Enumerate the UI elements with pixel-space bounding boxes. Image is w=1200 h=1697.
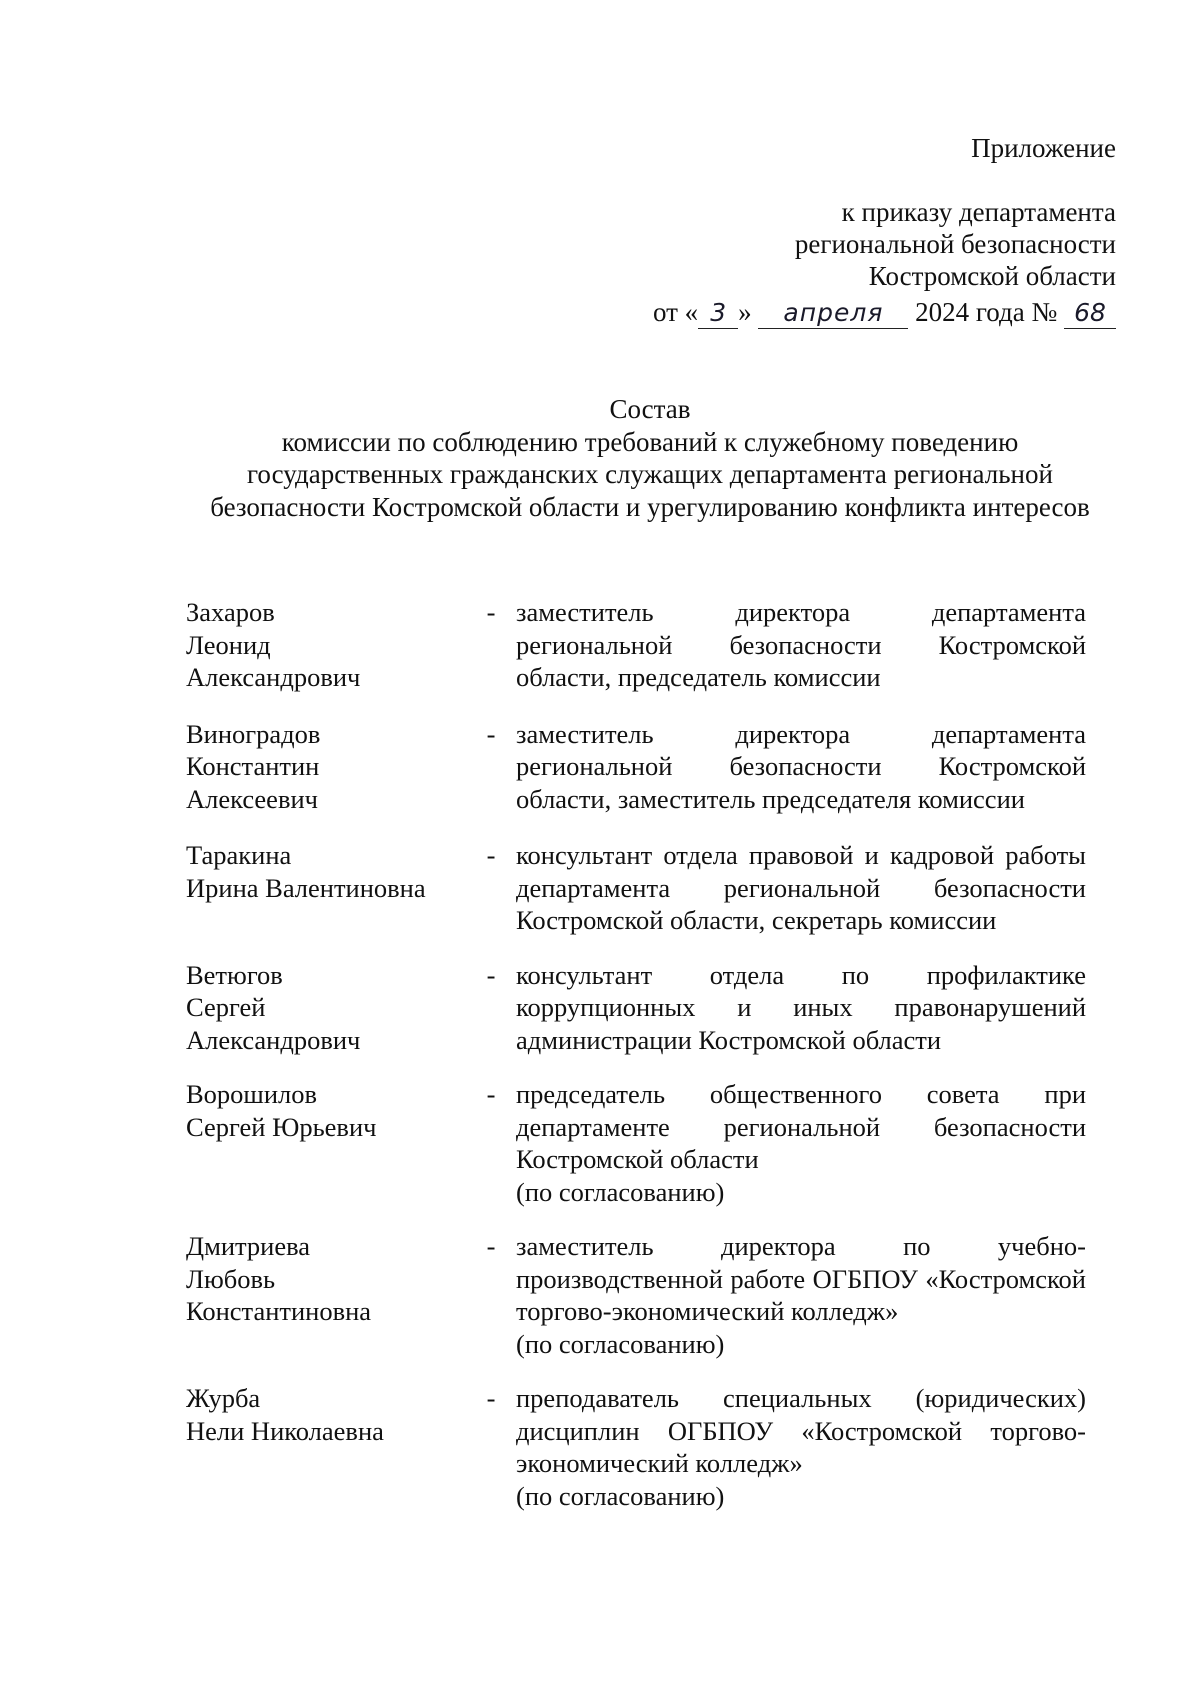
member-name-line: Леонид [186,629,271,660]
member-entry [186,596,1096,694]
member-name-line: Ирина Валентиновна [186,872,426,903]
member-dash: - [486,1383,496,1413]
date-middle: » [738,297,752,327]
member-entry [186,959,1096,1057]
member-role [516,959,1086,1057]
member-role-text: заместитель директора департамента региональной безопасности Костромской области, председатель комиссии [516,597,1086,692]
member-dash: - [486,718,496,749]
member-role [516,1382,1086,1512]
date-prefix: от « [652,297,699,327]
title-heading: Состав [609,394,691,424]
member-name [186,1078,476,1208]
member-name [186,1230,476,1360]
commission-members-list [186,596,1096,1534]
member-dash: - [486,959,496,990]
member-name-line: Константин [186,751,320,781]
member-name-line: Виноградов [186,718,321,749]
member-name [186,596,476,694]
member-role-text: председатель общественного совета при департаменте региональной безопасности Костромской области [516,1079,1086,1174]
member-role [516,1230,1086,1360]
document-title [170,393,1130,523]
member-name-line: Нели Николаевна [186,1415,384,1446]
order-line: региональной безопасности [794,229,1116,259]
member-name-line: Константиновна [186,1296,372,1326]
title-line: государственных гражданских служащих департамента региональной [247,459,1053,489]
member-name-line: Ветюгов [186,959,283,990]
order-line: к приказу департамента [841,197,1116,227]
member-role [516,1078,1086,1208]
member-name-line: Александрович [186,1024,361,1055]
member-name [186,718,476,816]
order-date-line [653,295,1116,329]
member-name [186,1382,476,1512]
member-name-line: Ворошилов [186,1079,317,1109]
member-dash: - [486,1079,496,1109]
member-name [186,839,476,937]
order-line: Костромской области [868,261,1116,291]
title-line: безопасности Костромской области и урегулированию конфликта интересов [210,491,1090,522]
member-role-text: заместитель директора по учебно-производственной работе ОГБПОУ «Костромской торгово-экономический колледж» [516,1231,1086,1326]
member-entry [186,839,1096,937]
member-role-text: преподаватель специальных (юридических) дисциплин ОГБПОУ «Костромской торгово-экономический колледж» [516,1383,1086,1478]
member-name-line: Журба [186,1383,261,1413]
member-name-line: Дмитриева [186,1231,311,1261]
member-entry [186,718,1096,816]
title-line: комиссии по соблюдению требований к служебному поведению [281,426,1019,457]
handwritten-month: апреля [758,298,908,329]
member-name-line: Захаров [186,597,275,627]
member-name [186,959,476,1057]
member-entry [186,1078,1096,1208]
member-entry [186,1230,1096,1360]
member-role [516,839,1086,937]
member-entry [186,1382,1096,1512]
handwritten-order-number: 68 [1064,298,1116,329]
member-name-line: Любовь [186,1263,276,1294]
member-role-text: консультант отдела по профилактике коррупционных и иных правонарушений администрации Костромской области [516,959,1086,1055]
member-role [516,718,1086,816]
member-dash: - [486,597,496,627]
member-approval-note: (по согласованию) [516,1480,725,1511]
member-role-text: консультант отдела правовой и кадровой работы департамента региональной безопасности Костромской области, секретарь комиссии [516,840,1086,935]
member-name-line: Таракина [186,840,292,870]
appendix-label: Приложение [971,133,1116,163]
member-dash: - [486,1231,496,1261]
member-approval-note: (по согласованию) [516,1176,725,1207]
member-name-line: Алексеевич [186,783,318,814]
member-dash: - [486,840,496,870]
order-reference [795,196,1116,292]
member-role-text: заместитель директора департамента региональной безопасности Костромской области, заместитель председателя комиссии [516,718,1086,814]
date-year: 2024 года № [915,297,1058,327]
member-role [516,596,1086,694]
member-name-line: Сергей [186,992,266,1022]
member-approval-note: (по согласованию) [516,1328,725,1359]
member-name-line: Александрович [186,662,361,692]
member-name-line: Сергей Юрьевич [186,1111,377,1142]
handwritten-day: 3 [698,298,738,329]
